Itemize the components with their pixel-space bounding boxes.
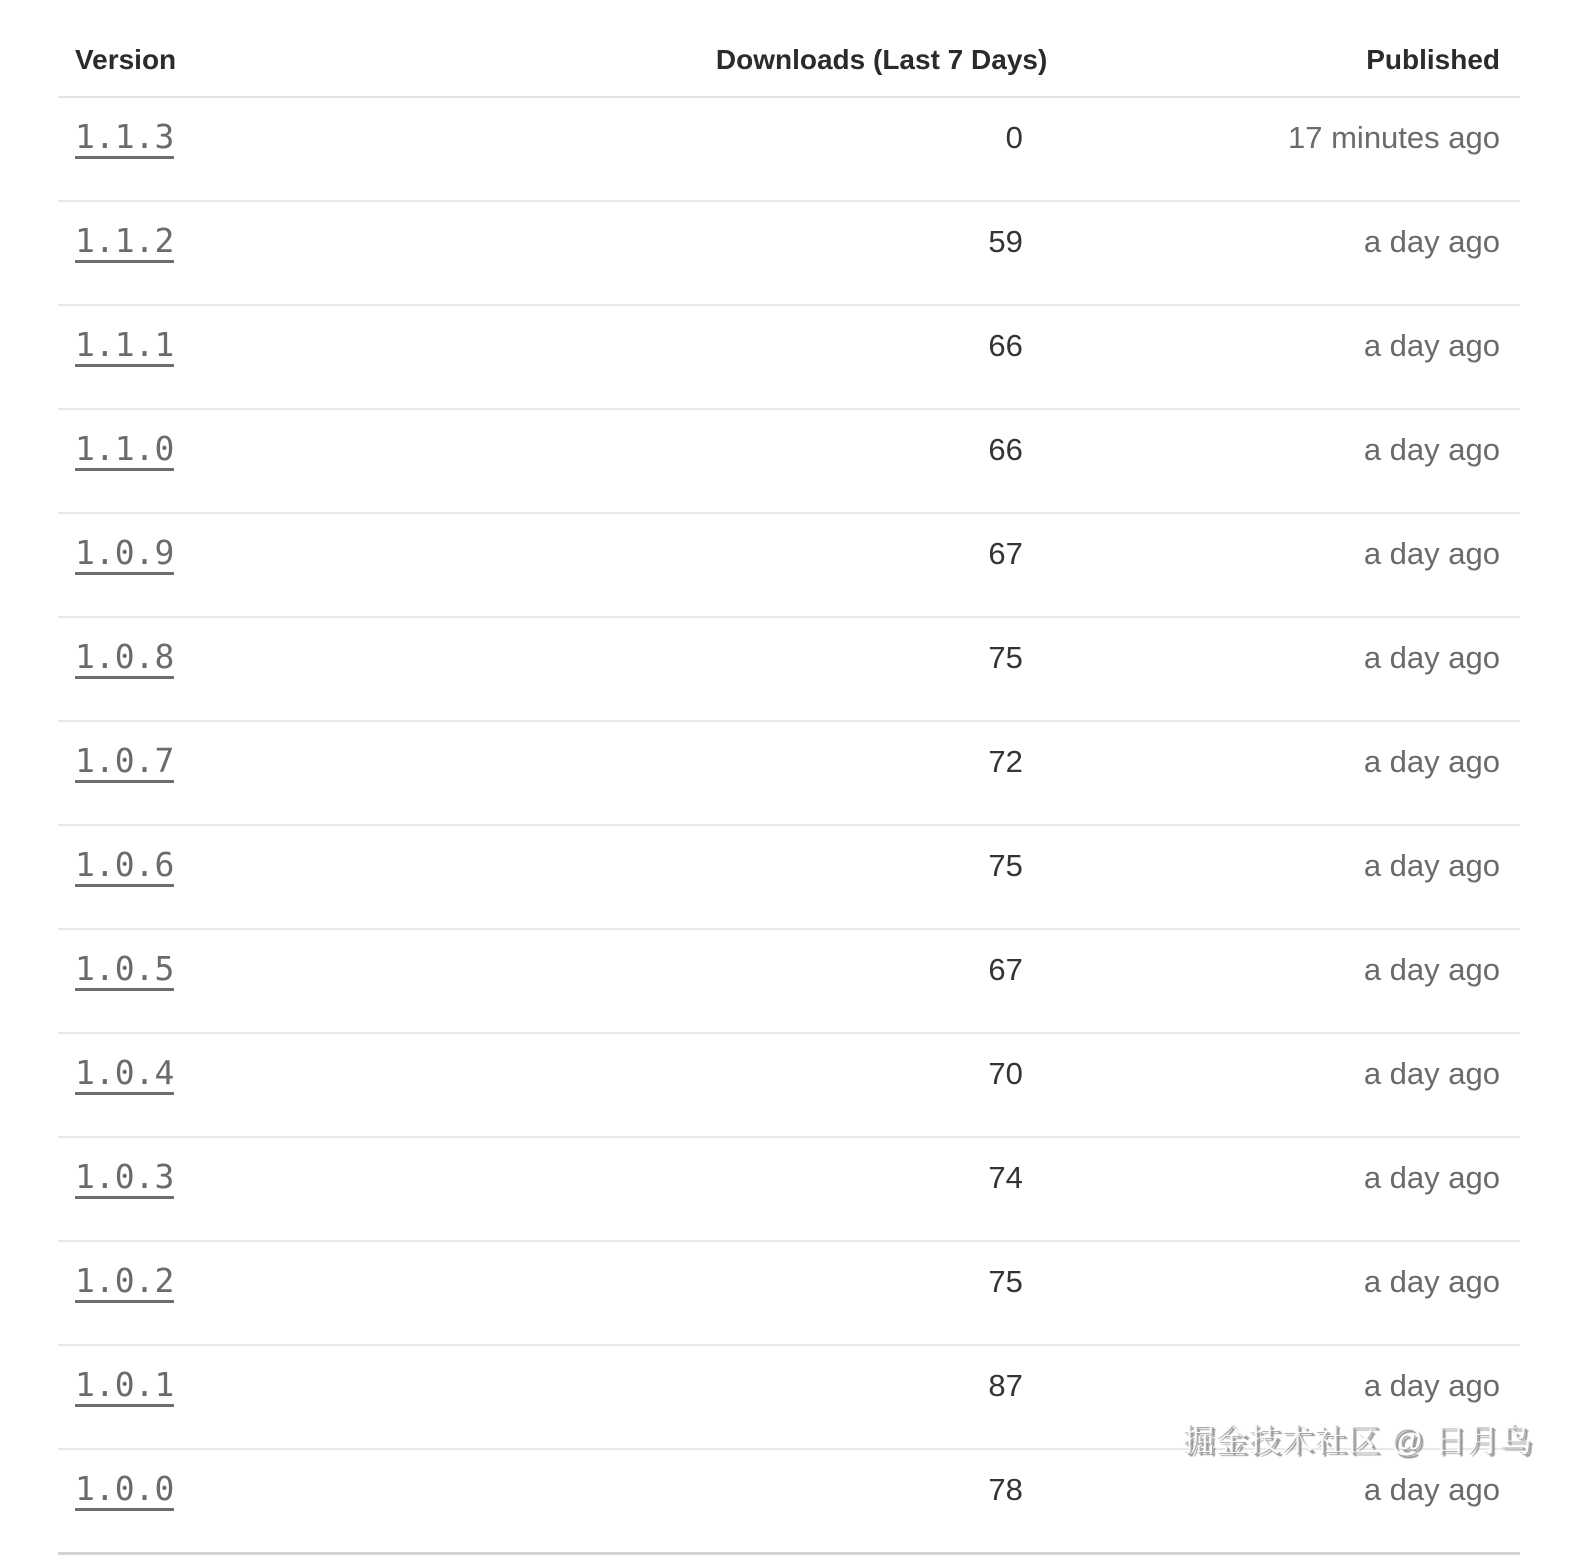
header-row [58,0,1520,97]
version-link[interactable]: 1.0.3 [75,1160,174,1199]
downloads-cell: 87 [716,1345,1023,1449]
published-cell: a day ago [1023,1241,1520,1345]
downloads-cell: 67 [716,929,1023,1033]
column-header-downloads: Downloads (Last 7 Days) [716,0,1023,97]
downloads-cell: 67 [716,513,1023,617]
table-row [58,201,1520,305]
version-link[interactable]: 1.0.4 [75,1056,174,1095]
published-cell: a day ago [1023,1137,1520,1241]
version-cell [58,825,716,929]
version-link[interactable]: 1.1.2 [75,224,174,263]
version-cell [58,409,716,513]
published-cell: a day ago [1023,721,1520,825]
table-row [58,1033,1520,1137]
downloads-cell: 75 [716,617,1023,721]
downloads-cell: 66 [716,409,1023,513]
version-link[interactable]: 1.0.6 [75,848,174,887]
downloads-cell: 75 [716,1241,1023,1345]
version-cell [58,721,716,825]
published-cell: a day ago [1023,305,1520,409]
version-link[interactable]: 1.1.1 [75,328,174,367]
watermark: 掘金技术社区 @ 日月鸟 [1182,1422,1533,1458]
version-cell [58,513,716,617]
published-cell: a day ago [1023,929,1520,1033]
table-row [58,409,1520,513]
published-cell: a day ago [1023,1449,1520,1554]
version-cell [58,305,716,409]
version-link[interactable]: 1.1.0 [75,432,174,471]
downloads-cell: 75 [716,825,1023,929]
version-link[interactable]: 1.0.5 [75,952,174,991]
table-row [58,617,1520,721]
published-cell: a day ago [1023,1345,1520,1449]
table-row [58,1449,1520,1554]
table-row [58,1137,1520,1241]
version-cell [58,201,716,305]
table-row [58,929,1520,1033]
downloads-cell: 59 [716,201,1023,305]
version-cell [58,1345,716,1449]
table-row [58,721,1520,825]
versions-table [58,0,1520,1555]
versions-table-body [58,97,1520,1554]
table-row [58,825,1520,929]
version-link[interactable]: 1.1.3 [75,120,174,159]
versions-table-header [58,0,1520,97]
version-link[interactable]: 1.0.1 [75,1368,174,1407]
version-link[interactable]: 1.0.2 [75,1264,174,1303]
version-link[interactable]: 1.0.7 [75,744,174,783]
downloads-cell: 78 [716,1449,1023,1554]
column-header-version: Version [58,0,716,97]
version-cell [58,617,716,721]
published-cell: a day ago [1023,513,1520,617]
column-header-published: Published [1023,0,1520,97]
downloads-cell: 72 [716,721,1023,825]
version-cell [58,1033,716,1137]
version-cell [58,1241,716,1345]
version-link[interactable]: 1.0.8 [75,640,174,679]
downloads-cell: 74 [716,1137,1023,1241]
table-row [58,97,1520,201]
published-cell: a day ago [1023,1033,1520,1137]
published-cell: a day ago [1023,617,1520,721]
downloads-cell: 0 [716,97,1023,201]
published-cell: a day ago [1023,201,1520,305]
table-row [58,1241,1520,1345]
published-cell: 17 minutes ago [1023,97,1520,201]
version-cell [58,1137,716,1241]
table-row [58,513,1520,617]
version-cell [58,97,716,201]
table-row [58,305,1520,409]
downloads-cell: 66 [716,305,1023,409]
downloads-cell: 70 [716,1033,1023,1137]
published-cell: a day ago [1023,825,1520,929]
version-link[interactable]: 1.0.9 [75,536,174,575]
version-cell [58,1449,716,1554]
published-cell: a day ago [1023,409,1520,513]
version-link[interactable]: 1.0.0 [75,1472,174,1511]
version-cell [58,929,716,1033]
